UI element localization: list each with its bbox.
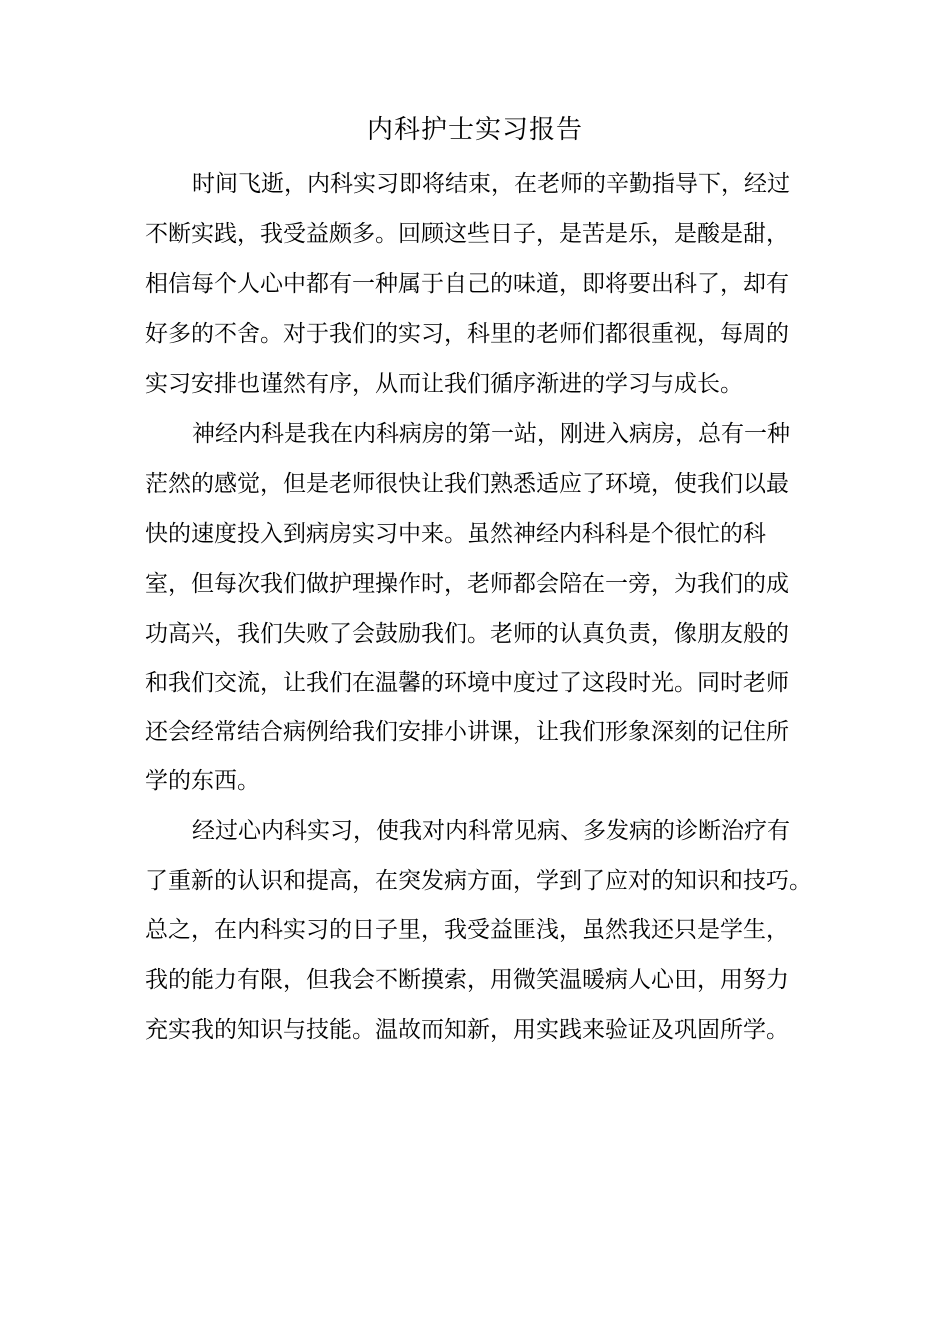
paragraph-2-line-5: 功高兴，我们失败了会鼓励我们。老师的认真负责，像朋友般的 xyxy=(145,621,789,647)
paragraph-1-line-1: 时间飞逝，内科实习即将结束，在老师的辛勤指导下，经过 xyxy=(192,171,790,197)
paragraph-1-line-2: 不断实践，我受益颇多。回顾这些日子，是苦是乐，是酸是甜， xyxy=(145,221,789,247)
paragraph-2-line-3: 快的速度投入到病房实习中来。虽然神经内科科是个很忙的科 xyxy=(145,521,766,547)
paragraph-2-line-6: 和我们交流，让我们在温馨的环境中度过了这段时光。同时老师 xyxy=(145,670,789,696)
paragraph-2-line-2: 茫然的感觉，但是老师很快让我们熟悉适应了环境，使我们以最 xyxy=(145,471,789,497)
document-title: 内科护士实习报告 xyxy=(366,115,583,145)
paragraph-3-line-3: 总之，在内科实习的日子里，我受益匪浅，虽然我还只是学生， xyxy=(145,917,789,943)
paragraph-2-line-4: 室，但每次我们做护理操作时，老师都会陪在一旁，为我们的成 xyxy=(145,571,789,597)
paragraph-2-line-7: 还会经常结合病例给我们安排小讲课，让我们形象深刻的记住所 xyxy=(145,719,789,745)
paragraph-1-line-3: 相信每个人心中都有一种属于自己的味道，即将要出科了，却有 xyxy=(145,271,789,297)
paragraph-1-line-5: 实习安排也谨然有序，从而让我们循序渐进的学习与成长。 xyxy=(145,371,743,397)
paragraph-3-line-1: 经过心内科实习，使我对内科常见病、多发病的诊断治疗有 xyxy=(192,818,790,844)
paragraph-2-line-1: 神经内科是我在内科病房的第一站，刚进入病房，总有一种 xyxy=(192,421,790,447)
paragraph-3-line-5: 充实我的知识与技能。温故而知新，用实践来验证及巩固所学。 xyxy=(145,1017,789,1043)
paragraph-2-line-8: 学的东西。 xyxy=(145,768,260,794)
paragraph-1-line-4: 好多的不舍。对于我们的实习，科里的老师们都很重视，每周的 xyxy=(145,321,789,347)
paragraph-3-line-4: 我的能力有限，但我会不断摸索，用微笑温暖病人心田，用努力 xyxy=(145,967,789,993)
paragraph-3-line-2: 了重新的认识和提高，在突发病方面，学到了应对的知识和技巧。 xyxy=(145,868,812,894)
